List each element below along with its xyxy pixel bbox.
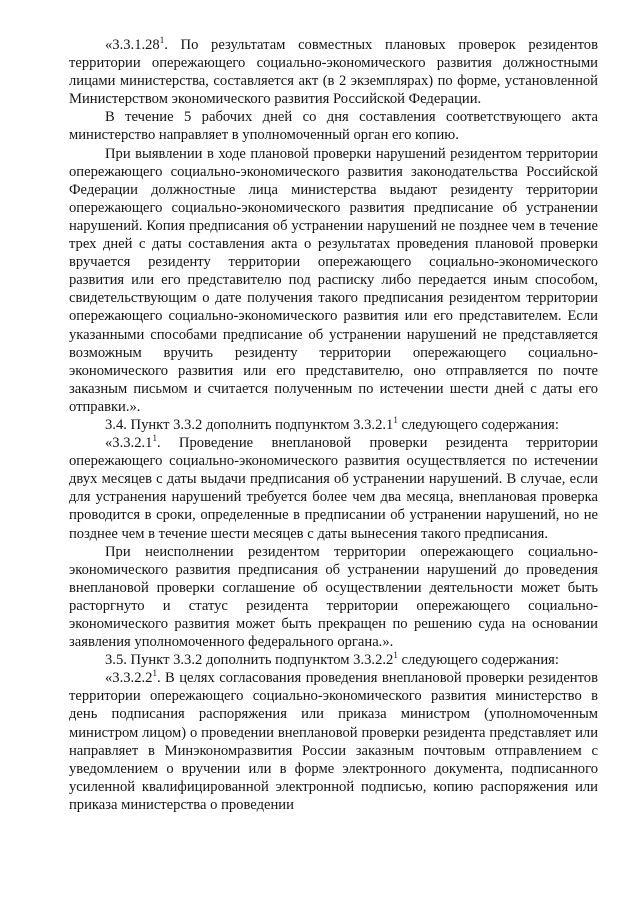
superscript: 1 — [393, 415, 398, 426]
paragraph: «3.3.2.1$^1$. Проведение внеплановой проверки резидента территории опережающего социально-экономического развития осуществляется по истечении двух месяцев с даты выдачи предписания об устранении нарушений. В случае, если для устранения нарушений требуется более чем два месяца, внеплановая проверка проводится в сроки, определенные в предписании об устранении нарушений, но не позднее чем в течение шести месяцев с даты вынесения такого предписания. — [69, 433, 598, 542]
superscript: 1 — [159, 35, 165, 46]
paragraph: «3.3.2.2$^1$. В целях согласования проведения внеплановой проверки резидентов территории опережающего социально-экономического развития министерство в день подписания распоряжения или приказа министром (уполномоченным министром лицом) о проведении внеплановой проверки резидента представляет или направляет в Минэкономразвития России заказным почтовым отправлением с уведомлением о вручении или в форме электронного документа, подписанного усиленной квалифицированной электронной подписью, копию распоряжения или приказа министерства о проведении — [69, 668, 598, 813]
superscript: 1 — [152, 433, 157, 444]
paragraph: «3.3.1.28$^1$. По результатам совместных плановых проверок резидентов территории опережающего социально-экономического развития должностными лицами министерства, составляется акт (в 2 экземплярах) по форме, установленной Министерством экономического развития Российской Федерации. — [69, 35, 598, 108]
paragraph: При выявлении в ходе плановой проверки нарушений резидентом территории опережающего социально-экономического развития законодательства Российской Федерации должностные лица министерства выдают резиденту территории опережающего социально-экономического развития предписание об устранении нарушений. Копия предписания об устранении нарушений не позднее чем в течение трех дней с даты составления акта о результатах проведения плановой проверки вручается резиденту территории опережающего социально-экономического развития или его представителю под расписку либо передается иным способом, свидетельствующим о дате получения такого предписания резидентом территории опережающего социально-экономического развития или его представителем. Если указанными способами предписание об устранении нарушений не представляется возможным вручить резиденту территории опережающего социально-экономического развития или его представителю, оно отправляется по почте заказным письмом и считается полученным по истечении шести дней с даты его отправки.». — [69, 145, 598, 415]
superscript: 1 — [393, 650, 398, 661]
superscript: 1 — [152, 668, 157, 679]
paragraph: 3.5. Пункт 3.3.2 дополнить подпунктом 3.3.2.2$^1$ следующего содержания: — [105, 650, 559, 669]
paragraph: В течение 5 рабочих дней со дня составления соответствующего акта министерство направляет в уполномоченный орган его копию. — [69, 109, 598, 144]
paragraph: 3.4. Пункт 3.3.2 дополнить подпунктом 3.3.2.1$^1$ следующего содержания: — [105, 415, 559, 433]
paragraph: При неисполнении резидентом территории опережающего социально-экономического развития предписания об устранении нарушений до проведения внеплановой проверки соглашение об осуществлении деятельности может быть расторгнуто и статус резидента территории опережающего социально-экономического развития может быть прекращен по решению суда на основании заявления уполномоченного федерального органа.». — [69, 543, 598, 651]
